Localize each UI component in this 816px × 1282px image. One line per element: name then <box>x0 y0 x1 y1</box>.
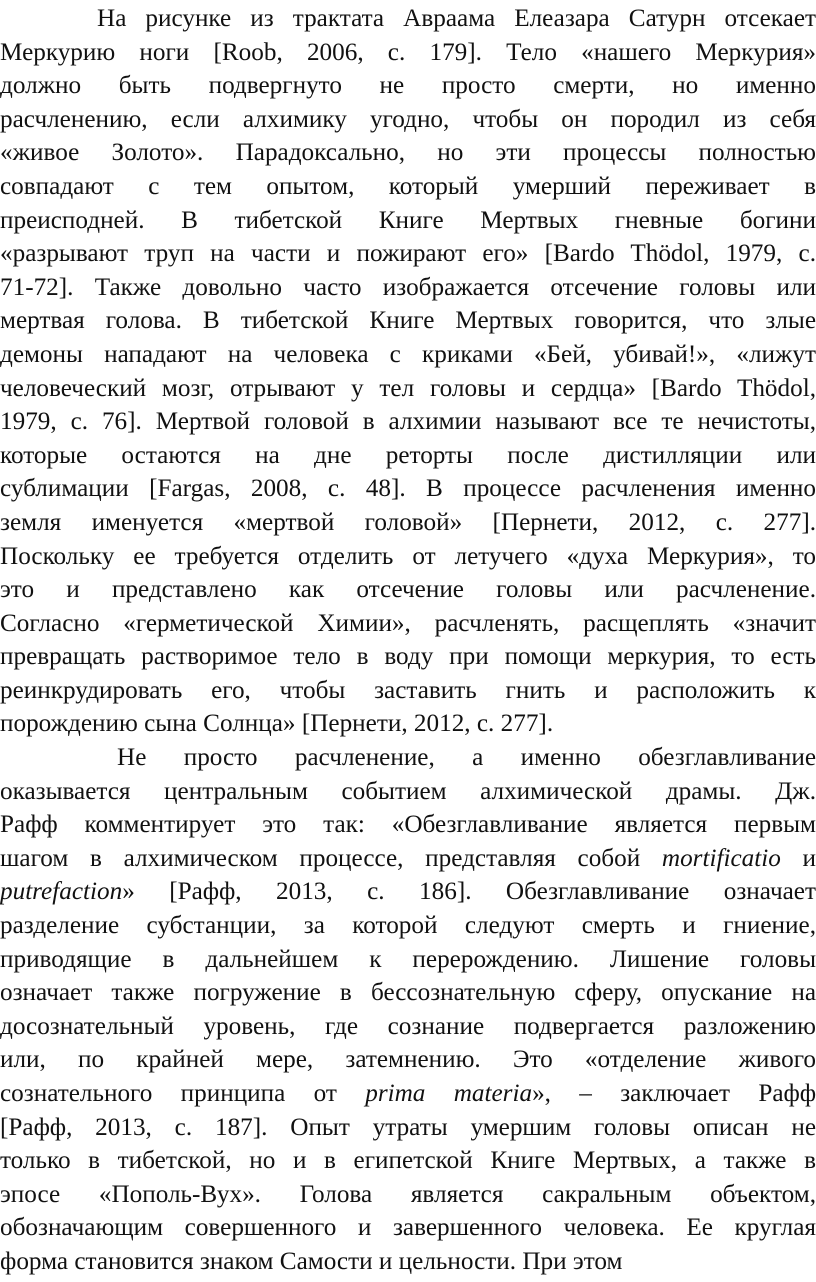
paragraph-2 <box>0 741 816 1279</box>
text-line: Согласно «герметической Химии», расчленять, расщеплять «значит <box>0 609 816 637</box>
text-line: порождению сына Солнца» [Пернети, 2012, с. 277]. <box>0 710 554 738</box>
text-line: разделение субстанции, за которой следуют смерть и гниение, <box>0 912 816 940</box>
text-line: Меркурию ноги [Roob, 2006, с. 179]. Тело «нашего Меркурия» <box>0 38 816 66</box>
text-line: совпадают с тем опытом, который умерший переживает в <box>0 172 816 200</box>
text-line: форма становится знаком Самости и цельности. При этом <box>0 1247 623 1275</box>
text-line: это и представлено как отсечение головы или расчленение. <box>0 576 816 604</box>
text-line: Рафф комментирует это так: «Обезглавливание является первым <box>0 811 816 839</box>
text-line: должно быть подвергнуто не просто смерти, но именно <box>0 72 816 100</box>
text-line: мертвая голова. В тибетской Книге Мертвых говорится, что злые <box>0 307 816 335</box>
text-segment: и <box>802 844 816 872</box>
italic-term: putrefaction <box>0 878 123 906</box>
text-line: реинкрудировать его, чтобы заставить гнить и расположить к <box>0 676 816 704</box>
text-segment: », – заключает Рафф <box>532 1080 816 1107</box>
text-line: Не просто расчленение, а именно обезглавливание <box>117 744 816 772</box>
text-line <box>0 842 816 876</box>
paragraph-1 <box>0 2 816 741</box>
text-segment: » [Рафф, 2013, с. 186]. Обезглавливание означает <box>122 878 816 906</box>
text-line: которые остаются на дне реторты после дистилляции или <box>0 441 816 469</box>
text-line: земля именуется «мертвой головой» [Пернети, 2012, с. 277]. <box>0 508 816 536</box>
text-segment: сознательного принципа от <box>0 1080 337 1107</box>
text-line: преисподней. В тибетской Книге Мертвых гневные богини <box>0 206 816 234</box>
text-line <box>0 1077 816 1111</box>
text-line: досознательный уровень, где сознание подвергается разложению <box>0 1012 816 1040</box>
text-line: сублимации [Fargas, 2008, с. 48]. В процессе расчленения именно <box>0 475 816 503</box>
italic-term: prima materia <box>365 1080 533 1107</box>
text-line: демоны нападают на человека с криками «Бей, убивай!», «лижут <box>0 340 816 368</box>
text-line: оказывается центральным событием алхимической драмы. Дж. <box>0 777 816 805</box>
text-line: 1979, с. 76]. Мертвой головой в алхимии называют все те нечистоты, <box>0 408 816 436</box>
text-line: приводящие в дальнейшем к перерождению. Лишение головы <box>0 945 816 973</box>
text-line: означает также погружение в бессознательную сферу, опускание на <box>0 979 816 1007</box>
text-segment: шагом в алхимическом процессе, представляя собой <box>0 844 641 872</box>
text-line: эпосе «Пополь-Вух». Голова является сакральным объектом, <box>0 1180 816 1208</box>
text-line: обозначающим совершенного и завершенного человека. Ее круглая <box>0 1214 816 1242</box>
text-line: 71-72]. Также довольно часто изображается отсечение головы или <box>0 273 816 301</box>
text-line: [Рафф, 2013, с. 187]. Опыт утраты умершим головы описан не <box>0 1113 816 1141</box>
text-line: На рисунке из трактата Авраама Елеазара Сатурн отсекает <box>97 5 816 32</box>
text-line: превращать растворимое тело в воду при помощи меркурия, то есть <box>0 643 816 671</box>
italic-term: mortificatio <box>661 844 781 872</box>
text-line: расчленению, если алхимику угодно, чтобы он породил из себя <box>0 105 816 133</box>
text-line: «живое Золото». Парадоксально, но эти процессы полностью <box>0 139 816 167</box>
text-line: только в тибетской, но и в египетской Книге Мертвых, а также в <box>0 1147 816 1175</box>
text-line: Поскольку ее требуется отделить от летучего «духа Меркурия», то <box>0 542 816 570</box>
text-line: «разрывают труп на части и пожирают его» [Bardo Thödol, 1979, с. <box>0 240 816 268</box>
text-line: человеческий мозг, отрывают у тел головы и сердца» [Bardo Thödol, <box>0 374 816 402</box>
text-line <box>0 875 816 909</box>
text-line: или, по крайней мере, затемнению. Это «отделение живого <box>0 1046 816 1074</box>
